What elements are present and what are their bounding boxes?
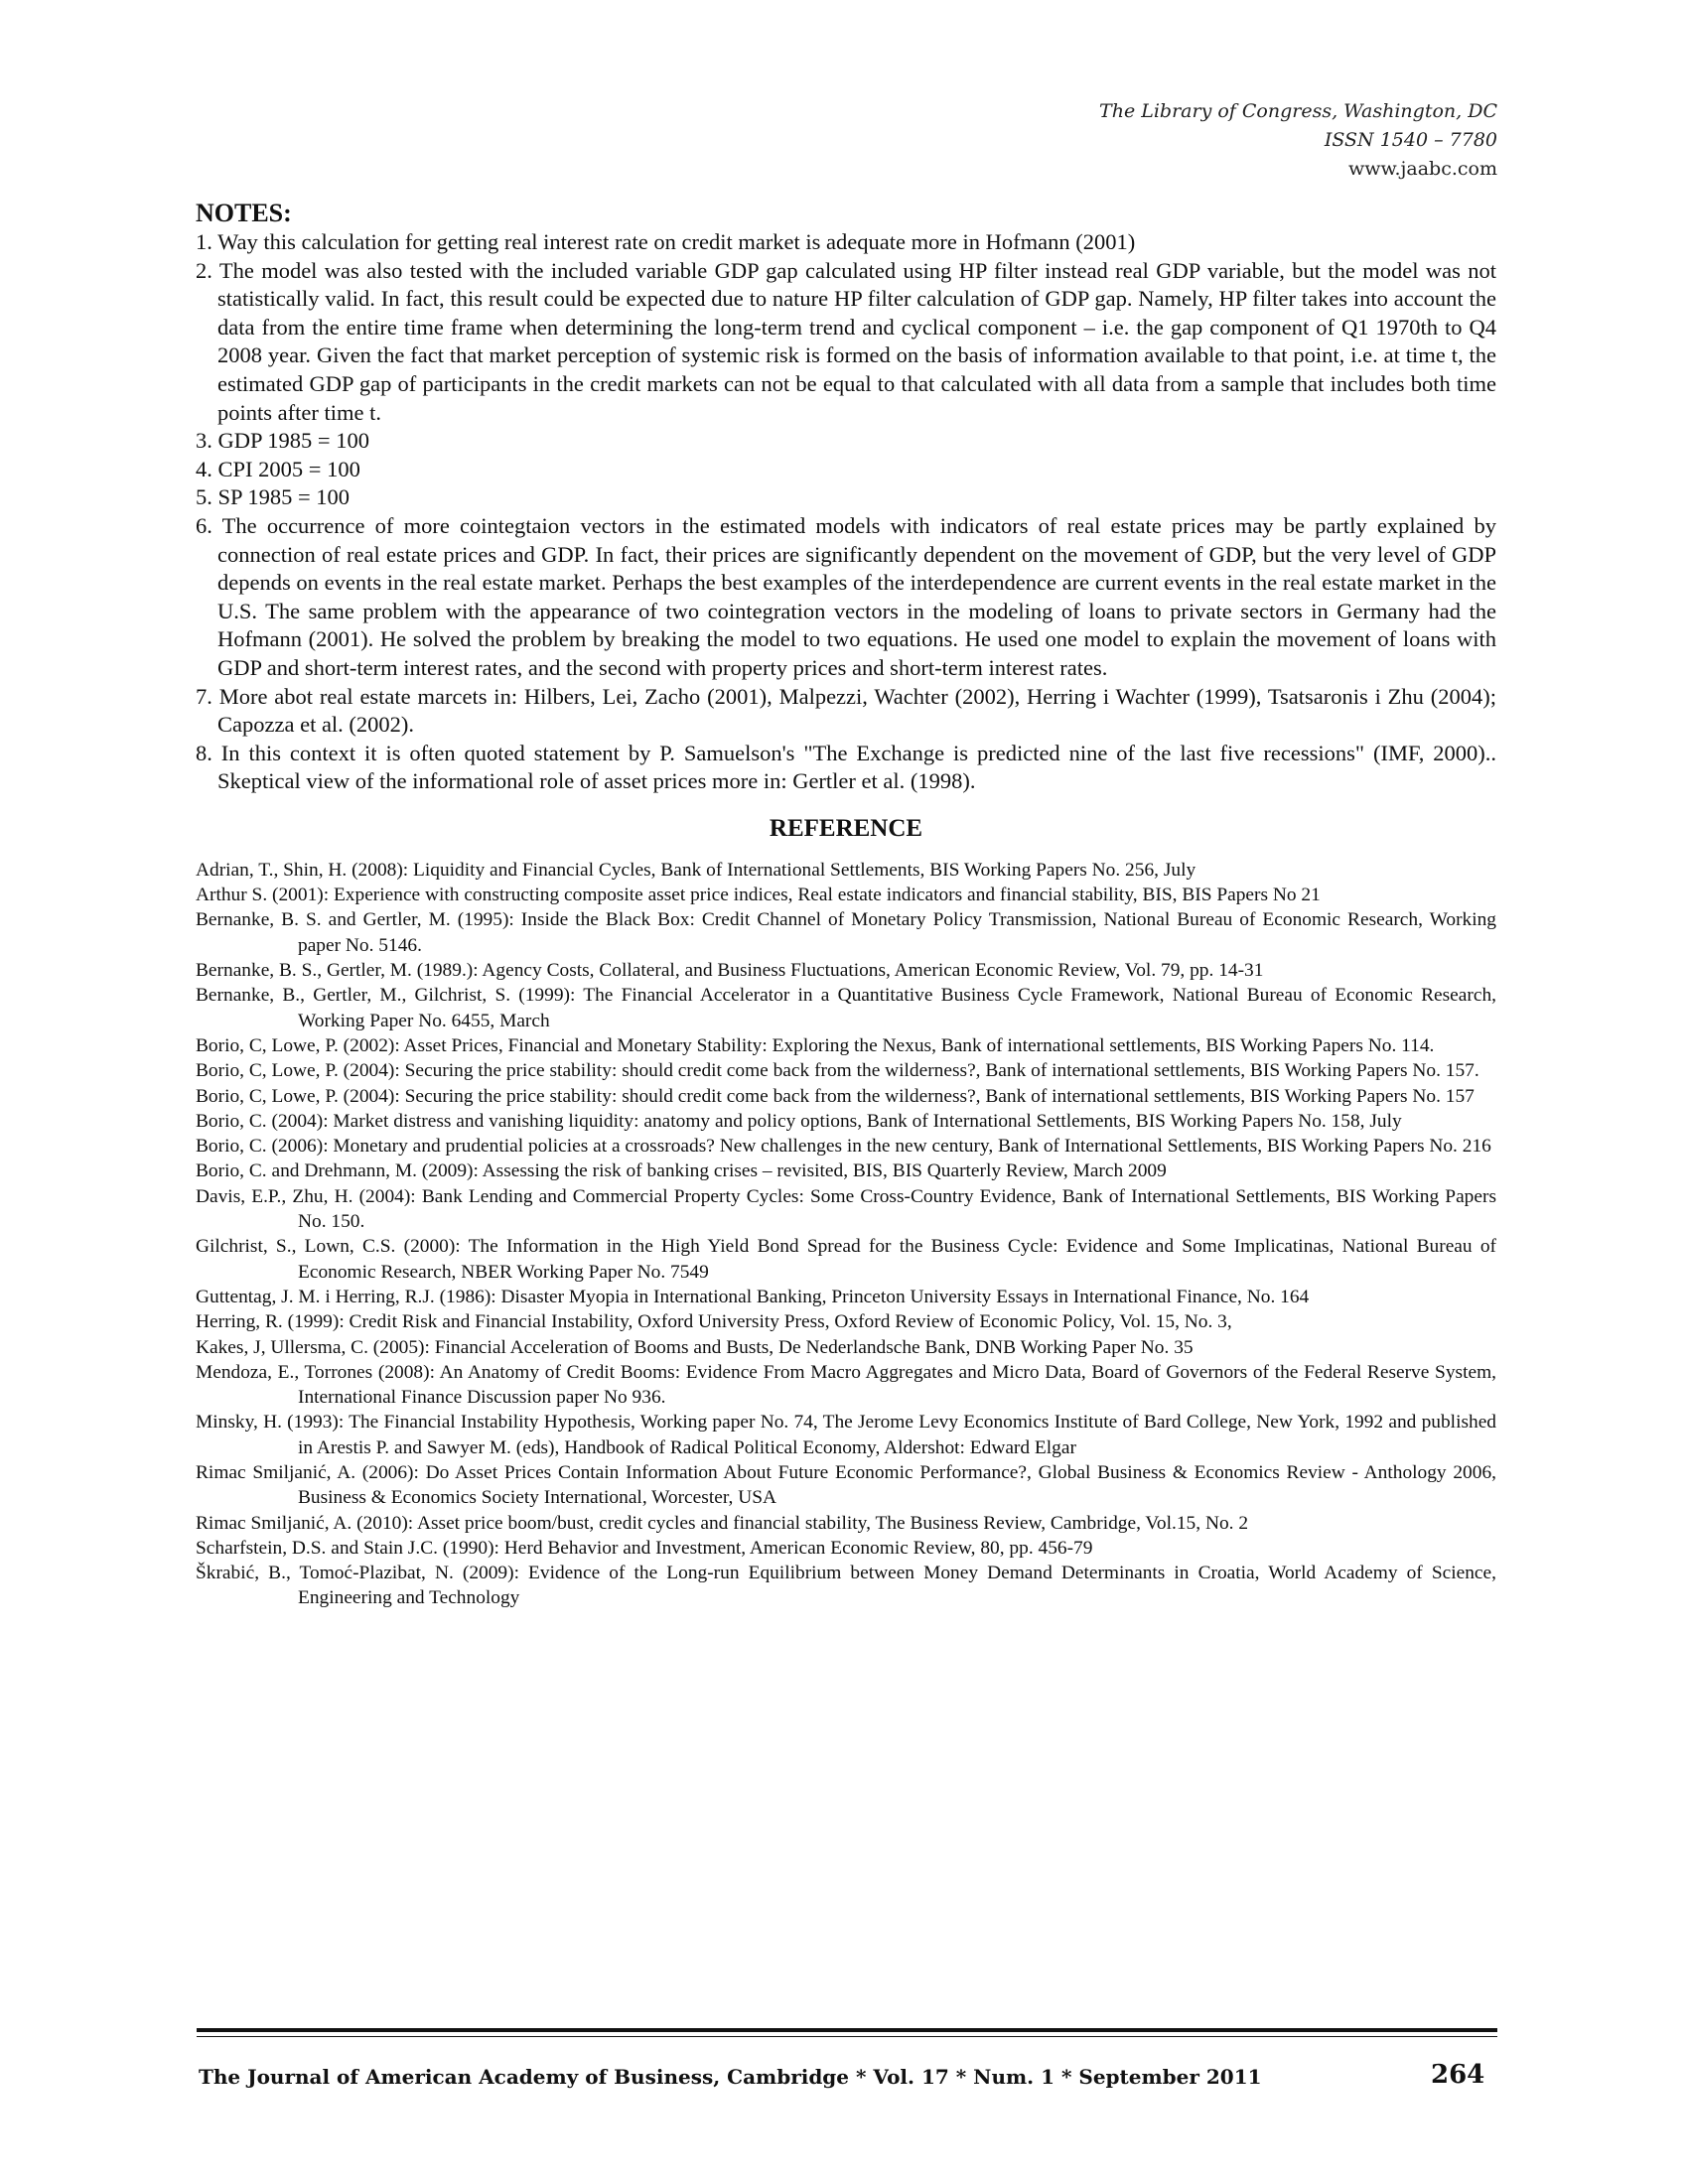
reference-item: Rimac Smiljanić, A. (2006): Do Asset Prices Contain Information About Future Economic Performance?, Global Business & Economics Review - Anthology 2006, Business & Economics Society International, Worcester, USA (196, 1462, 1496, 1509)
reference-item: Škrabić, B., Tomoć-Plazibat, N. (2009): Evidence of the Long-run Equilibrium between Money Demand Determinants in Croatia, World Academy of Science, Engineering and Technology (196, 1563, 1496, 1609)
page-number: 264 (1431, 2060, 1485, 2090)
reference-item: Bernanke, B. S., Gertler, M. (1989.): Agency Costs, Collateral, and Business Fluctuations, American Economic Review, Vol. 79, pp. 14-31 (196, 960, 1264, 982)
note-item: 2. The model was also tested with the included variable GDP gap calculated using HP filter instead real GDP variable, but the model was not statistically valid. In fact, this result could be expected due to nature HP filter calculation of GDP gap. Namely, HP filter takes into account the data from the entire time frame when determining the long-term trend and cyclical component – i.e. the gap component of Q1 1970th to Q4 2008 year. Given the fact that market perception of systemic risk is formed on the basis of information available to that point, i.e. at time t, the estimated GDP gap of participants in the credit markets can not be equal to that calculated with all data from a sample that includes both time points after time t. (196, 257, 1496, 425)
reference-item: Borio, C. (2006): Monetary and prudential policies at a crossroads? New challenges in the new century, Bank of International Settlements, BIS Working Papers No. 216 (196, 1136, 1491, 1158)
note-item: 1. Way this calculation for getting real interest rate on credit market is adequate more in Hofmann (2001) (196, 229, 1136, 254)
notes-list (196, 228, 1496, 796)
notes-heading: NOTES: (196, 199, 292, 227)
reference-item: Davis, E.P., Zhu, H. (2004): Bank Lending and Commercial Property Cycles: Some Cross-Country Evidence, Bank of International Settlements, BIS Working Papers No. 150. (196, 1185, 1496, 1233)
header-library-line: The Library of Congress, Washington, DC (1099, 100, 1497, 122)
reference-item: Borio, C. and Drehmann, M. (2009): Assessing the risk of banking crises – revisited, BIS, BIS Quarterly Review, March 2009 (196, 1160, 1167, 1182)
note-item: 7. More abot real estate marcets in: Hilbers, Lei, Zacho (2001), Malpezzi, Wachter (2002), Herring i Wachter (1999), Tsatsaronis i Zhu (2004); Capozza et al. (2002). (196, 683, 1496, 738)
reference-item: Adrian, T., Shin, H. (2008): Liquidity and Financial Cycles, Bank of International Settlements, BIS Working Papers No. 256, July (196, 859, 1196, 881)
note-item: 6. The occurrence of more cointegtaion vectors in the estimated models with indicators of real estate prices may be partly explained by connection of real estate prices and GDP. In fact, their prices are significantly dependent on the movement of GDP, but the very level of GDP depends on events in the real estate market. Perhaps the best examples of the interdependence are current events in the real estate market in the U.S. The same problem with the appearance of two cointegration vectors in the modeling of loans to private sectors in Germany had the Hofmann (2001). He solved the problem by breaking the model to two equations. He used one model to explain the movement of loans with GDP and short-term interest rates, and the second with property prices and short-term interest rates. (196, 512, 1496, 680)
reference-item: Gilchrist, S., Lown, C.S. (2000): The Information in the High Yield Bond Spread for the Business Cycle: Evidence and Some Implicatinas, National Bureau of Economic Research, NBER Working Paper No. 7549 (196, 1236, 1496, 1283)
reference-item: Bernanke, B. S. and Gertler, M. (1995): Inside the Black Box: Credit Channel of Monetary Policy Transmission, National Bureau of Economic Research, Working paper No. 5146. (196, 909, 1496, 956)
reference-item: Borio, C, Lowe, P. (2004): Securing the price stability: should credit come back from the wilderness?, Bank of international settlements, BIS Working Papers No. 157. (196, 1060, 1479, 1082)
footer-journal-line: The Journal of American Academy of Business, Cambridge * Vol. 17 * Num. 1 * September 2011 (199, 2065, 1262, 2089)
note-item: 8. In this context it is often quoted statement by P. Samuelson's "The Exchange is predicted nine of the last five recessions" (IMF, 2000).. Skeptical view of the informational role of asset prices more in: Gertler et al. (1998). (196, 740, 1496, 794)
reference-item: Borio, C. (2004): Market distress and vanishing liquidity: anatomy and policy options, Bank of International Settlements, BIS Working Papers No. 158, July (196, 1110, 1402, 1132)
note-item: 4. CPI 2005 = 100 (196, 456, 360, 481)
reference-item: Herring, R. (1999): Credit Risk and Financial Instability, Oxford University Press, Oxford Review of Economic Policy, Vol. 15, No. 3, (196, 1311, 1232, 1333)
footer-rule-thick (197, 2028, 1497, 2032)
main-content (196, 199, 1496, 1611)
reference-item: Scharfstein, D.S. and Stain J.C. (1990): Herd Behavior and Investment, American Economic Review, 80, pp. 456-79 (196, 1537, 1093, 1559)
reference-item: Borio, C, Lowe, P. (2002): Asset Prices, Financial and Monetary Stability: Exploring the Nexus, Bank of international settlements, BIS Working Papers No. 114. (196, 1034, 1435, 1056)
reference-item: Borio, C, Lowe, P. (2004): Securing the price stability: should credit come back from the wilderness?, Bank of international settlements, BIS Working Papers No. 157 (196, 1085, 1475, 1107)
note-item: 3. GDP 1985 = 100 (196, 428, 369, 454)
reference-item: Arthur S. (2001): Experience with constructing composite asset price indices, Real estate indicators and financial stability, BIS, BIS Papers No 21 (196, 885, 1321, 906)
header-issn-line: ISSN 1540 – 7780 (1324, 129, 1497, 151)
reference-list (196, 858, 1496, 1611)
reference-item: Kakes, J, Ullersma, C. (2005): Financial Acceleration of Booms and Busts, De Nederlandsche Bank, DNB Working Paper No. 35 (196, 1336, 1194, 1358)
reference-item: Rimac Smiljanić, A. (2010): Asset price boom/bust, credit cycles and financial stability, The Business Review, Cambridge, Vol.15, No. 2 (196, 1512, 1249, 1534)
reference-item: Mendoza, E., Torrones (2008): An Anatomy of Credit Booms: Evidence From Macro Aggregates and Micro Data, Board of Governors of the Federal Reserve System, International Finance Discussion paper No 936. (196, 1361, 1496, 1409)
reference-item: Bernanke, B., Gertler, M., Gilchrist, S. (1999): The Financial Accelerator in a Quantitative Business Cycle Framework, National Bureau of Economic Research, Working Paper No. 6455, March (196, 985, 1496, 1031)
note-item: 5. SP 1985 = 100 (196, 484, 351, 510)
reference-item: Minsky, H. (1993): The Financial Instability Hypothesis, Working paper No. 74, The Jerome Levy Economics Institute of Bard College, New York, 1992 and published in Arestis P. and Sawyer M. (eds), Handbook of Radical Political Economy, Aldershot: Edward Elgar (196, 1412, 1496, 1458)
running-header (1099, 97, 1497, 184)
header-url: www.jaabc.com (1347, 158, 1497, 180)
reference-item: Guttentag, J. M. i Herring, R.J. (1986): Disaster Myopia in International Banking, Princeton University Essays in International Finance, No. 164 (196, 1286, 1310, 1307)
footer-rule-thin (197, 2036, 1497, 2037)
reference-heading: REFERENCE (769, 814, 923, 842)
